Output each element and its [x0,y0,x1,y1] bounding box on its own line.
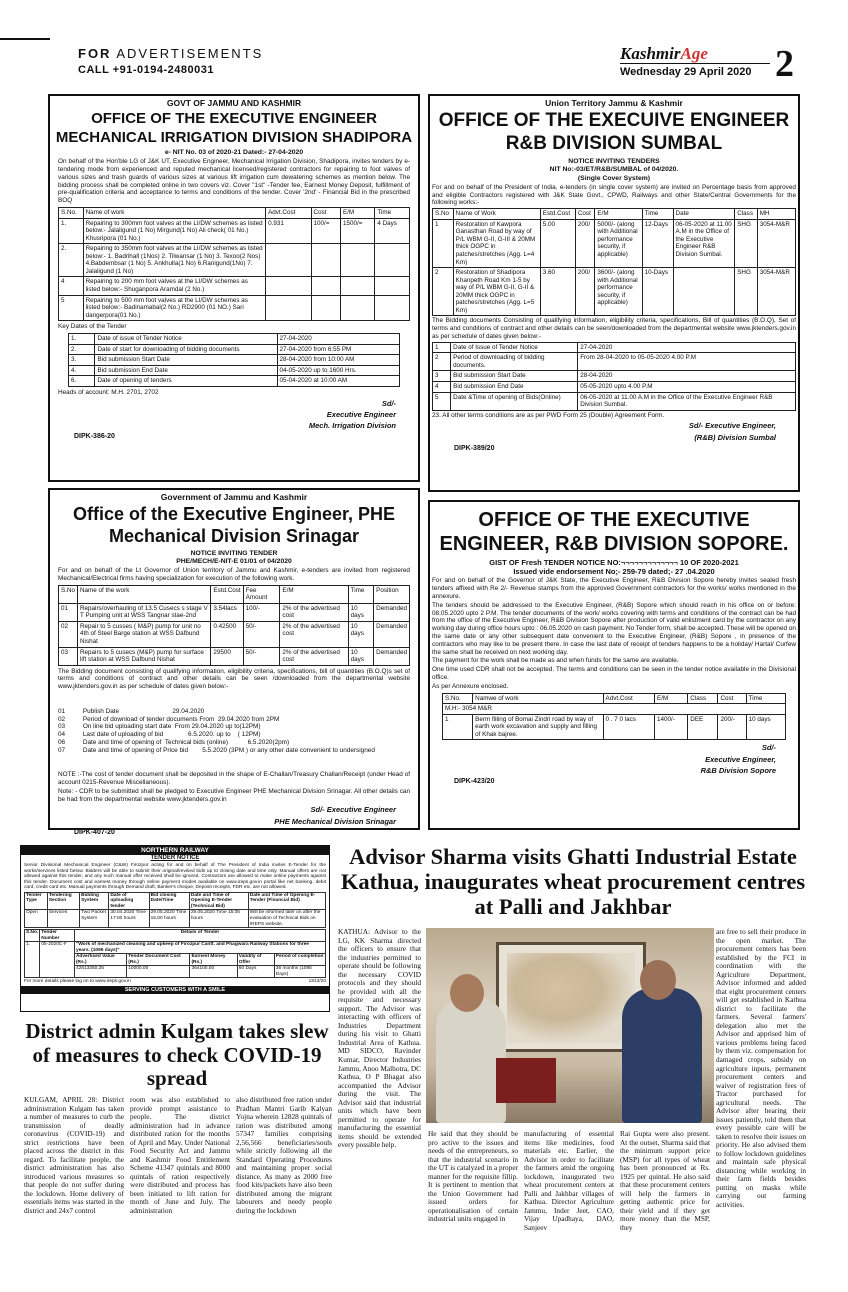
table-row: 2 Period of downloading of bidding documents. From 28-04-2020 to 05-05-2020 4.00 P.M [433,353,796,371]
ad-nit: PHE/MECH/E-NIT-E 01/01 of 04/2020 [176,557,292,565]
railway-title: TENDER NOTICE [150,855,200,862]
story-advisor-col-1: KATHUA: Advisor to the LG, KK Sharma directed the officers to ensure that the industries permitted to operate should be following the necessary COVID protocols and they should be provided with all the requisite and necessary support. The Advisor was interacting with officers of Industries Department during his visit to Ghatti Industrial Area of Kathua. MD SIDCO, Ravinder Kumar, Director Industries Jammu, Anoo Malhotra, DC Kathua, O P Bhagat also accompanied the Advisor during the visit. The Advisor said that industrial units which have been permitted to operate for manufacturing the essential items should be extended every possible help. [338,927,421,1150]
ad-body-2: The Bidding document consisting of qualifying information, eligibility criteria, specifications, bill of quantities (B.O.Q)s set of terms and conditions of contract and other details can be seen /downloaded from the departmental website www.jktenders.gov.in as per schedule of dates given below:- [58,667,410,691]
news-photo [426,928,714,1123]
issue-date: Wednesday 29 April 2020 [620,66,752,78]
ad-body: For and on behalf of the Lt Governor of Union territory of Jammu and Kashmir, e-tenders are invited from registered Mechanical/Electrical firms having specialization for execution of the following work. [58,567,410,582]
key-dates-label: Key Dates of the Tender [58,323,127,331]
table-row: 3. Bid submission Start Date 28-04-2020 from 10:00 AM [69,355,400,366]
works-table: S.No Name of Work Estd.Cost Cost E/M Time Date Class MH 1 Restoration of Kawpora Ganasthan Road by way of P/L WBM G-II, G-III & 20MM thick OGPC in patches/stretches (Agg. L=4 Km) 5.00 200/ 5000/- (along with Additional performance security, if applicable) 12-Days 06-05-2020 at 11.00 A.M in the Office of the Executive Engineer R&B Division Sumbal. SHG 3054-M&R 2 Restoration of Shadipora Khanpeth Road Km 1-5 by way of P/L WBM G-II, G-II & 20MM thick OGPC in patches/stretches (Agg. L=5 Km) 3.60 200/ 3600/- (along with Additional performance security, if applicable) 10-Days SHG 3054-M&R [432,208,796,316]
story-advisor-col-2: He said that they should be pro active to the issues and needs of the entrepreneurs, so that the industrial scenario in the UT is catalyzed in a proper manner for the requisite fillip. It is pertinent to mention that the Union Government had issued orders for operationalisation of certain industrial units engaged in [428,1129,518,1224]
masthead-rule [620,63,770,64]
ad-nit: NIT No:-03/ET/R&B/SUMBAL of 04/2020. [549,166,679,174]
ad-title: OFFICE OF THE EXECUIVE ENGINEER R&B DIVISION SUMBAL [438,110,790,155]
table-row: 5 Date &Time of opening of Bids(Online) 06-05-2020 at 11.00 A.M in the Office of the Executive Engineer R&B Division Sumbal. [433,392,796,410]
table-row: 42813350.25 10000.00 364100.00 60 Days 36 months (1095 Days) [25,966,326,978]
ad-government-line: Government of Jammu and Kashmir [160,492,308,502]
table-row: 3 Bid submission Start Date 28-04-2020 [433,371,796,382]
ad-endorsement: Issued vide endorsement No;- 259-79 dated;- 27 .04.2020 [513,567,715,577]
table-row: 4 Bid submission End Date 05-05-2020 upto 4.00 P.M [433,381,796,392]
masthead-logo: KashmirAge [620,44,708,63]
table-row: 4. Bid submission End Date 04-05-2020 up to 1600 Hrs. [69,365,400,376]
ad-nit: e- NIT No. 03 of 2020-21 Dated:- 27-04-2020 [164,148,304,156]
ad-note: NOTE :-The cost of tender document shall be deposited in the shape of E-Challan/Treasury Challan/Receipt (under Head of account 0215-Revenue Miscellaneous). [58,771,410,787]
table-row: 01 Repairs/overhauling of 13.5 Cusecs s stage V T Pumping unit at WSS Tangnar stae-2nd 3.54lacs 100/- 2% of the advertised cost 10 days Demanded [59,603,410,621]
railway-table: Tender Type Tendering Section Bidding System Date of uploading tender Bid closing Date/Time Date and Time of Opening E-Tender (Technical Bid) Date and Time of Opening E-Tender (Financial Bid) Open Services Two Packet System 30.04.2020 Time 17:00 hours 29.05.2020 Time 15.00 hours 29.05.2020 Time 15:05 hours Will be informed later on after the evaluation of Technical Bids on IREPS website. [24,892,326,928]
signature: Sd/- Executive Engineer, R&B Division Sopore [700,743,776,775]
ad-note: 23. All other terms conditions are as per PWD Form 25 (Double) Agreement Form. [432,411,665,419]
heads-of-account: Heads of account: M.H. 2701, 2702 [58,388,159,396]
dipk-code: DIPK-407-20 [74,828,115,836]
ad-title: Office of the Executive Engineer, PHE Mechanical Division Srinagar [72,504,396,546]
table-row: 4 Repairing to 200 mm foot valves at the LI/DW schemes as listed below:- Shuganpora Aramdal (2 No.) [59,277,410,295]
dates-table [432,342,796,411]
table-row: 1 Date of Issue of Tender Notice 27-04-2020 [433,342,796,353]
table-row: 2 Restoration of Shadipora Khanpeth Road Km 1-5 by way of P/L WBM G-II, G-II & 20MM thick OGPC in patches/stretches (Agg. L=5 Km) 3.60 200/ 3600/- (along with Additional performance security, if applicable) 10-Days SHG 3054-M&R [433,268,796,316]
story-advisor-col-3: manufacturing of essential items like medicines, food materials etc. Earlier, the Advisor in order to facilitate the farmers amid the ongoing lockdown, inaugurated two wheat procurement centers at Palli and Jakhbar villages of Kathua. Director Agriculture Jammu, Inder Jeet, CAO, Vijay Upadhaya, DAO, Sanjeev [524,1129,614,1232]
dipk-code: DIPK-423/20 [454,778,495,786]
signature: Sd/- Executive Engineer Mech. Irrigation Division [308,398,396,431]
table-row: 6. Date of opening of tenders 05-04-2020 at 10:00 AM [69,376,400,387]
table-row: 1 Restoration of Kawpora Ganasthan Road by way of P/L WBM G-II, G-III & 20MM thick OGPC in patches/stretches (Agg. L=4 Km) 5.00 200/ 5000/- (along with Additional performance security, if applicable) 12-Days 06-05-2020 at 11.00 A.M in the Office of the Executive Engineer R&B Division Sumbal. SHG 3054-M&R [433,219,796,267]
schedule-list: 01 Publish Date 29.04.2020 02 Period of download of tender documents From 29.04.2020 from 2PM 03 On line bid uploading start date From 29.04.2020 up to(12PM) 04 Last date of uploading of bid 6.5.2020. up to ( 12PM) 06 Date and time of opening of Technical bids (online) 6.5.2020(2pm) 07 Date and time of opening of Price bid 5.5.2020 (3PM ) or any other date convenient to undersigned [58,707,375,754]
call-number: CALL +91-0194-2480031 [78,64,214,76]
dipk-code: DIPK-389/20 [454,444,495,452]
tender-ad-phe-mechanical [48,488,420,836]
tender-ad-irrigation [48,94,420,482]
tender-ad-rb-sumbal [428,94,800,492]
advertisements-label: FOR ADVERTISEMENTS [78,46,264,61]
table-row: 03 Repairs to 5 cusecs (M&P) pump for surface lift station at WSS Dafbund Nishat 29500 50/- 2% of the advertised cost 10 days Demanded [59,647,410,665]
table-row: 1. Repairing to 300mm foot valves at the LI/DW schemes as listed below:- Jalaligund (1 No) Mirgund(1 No) Ali check( 01 No.) Khusripora (01 No.) 0.931 100/= 1500/= 4 Days [59,218,410,244]
railway-tender-ad [20,845,330,1012]
ad-title: OFFICE OF THE EXECUTIVE ENGINEER, R&B DIVISION SOPORE. [439,509,789,555]
story-headline-kulgam: District admin Kulgam takes slew of measures to check COVID-19 spread [25,1019,329,1091]
works-table: S.No Name of the work Estd.Cost Fee Amount E/M Time Position 01 Repairs/overhauling of 13.5 Cusecs s stage V T Pumping unit at WSS Tangnar stae-2nd 3.54lacs 100/- 2% of the advertised cost 10 days Demanded 02 Repair to 5 cusses ( M&P) pump for unit no 4th of Steel Barge station at WSS Dafbund Nishat 0.42500 50/- 2% of the advertised cost 10 days Demanded 03 Repairs to 5 cusecs (M&P) pump for surface lift station at WSS Dafbund Nishat 29500 50/- 2% of the advertised cost 10 days Demanded [58,585,410,666]
ad-body-3: The payment for the work shall be made as and when funds for the same are available. [432,657,679,665]
ad-body-2: The tenders should be addressed to the Executive Engineer, (R&B) Sopore which should reach in his office on or before: 08.05.2020 upto 2 P.M. The tender documents of the work/ works covering with terms and conditions of the contract can be had from the office of the Executive Engineer, R&B Division Sopore after production of valid enlistment card by the contractor on any working day during office hours upto : 06.05.2020 on cash payment. No Tender form, shall be accepted. These will be opened on the same date or any other subsequent date convenient to the Executive Engineer, (R&B) Sopore , in presence of the contractors who may like to be present there. In case the last date of receipt of tenders happens to be a holiday/ Hartal/ Curfew the same shall be received on next working day. [432,601,796,656]
ad-body-4: One time used CDR shall not be accepted. The terms and conditions can be seen in the tender notice available in the Divisional office. [432,666,796,682]
ad-note-2: Note: - CDR to be submitted shall be pledged to Executive Engineer PHE Mechanical Division Srinagar. All other details can be had from the departmental website www.jktenders.gov.in [58,787,410,803]
ad-government-line: GOVT OF JAMMU AND KASHMIR [166,98,302,108]
story-advisor-col-5: are free to sell their produce in the open market. The procurement centers has been established by the FCI in coordination with the Agriculture Department, Advisor informed and added that eight procurement centers will get established in Kathua district to facilitate the farmers. Several farmers' delegation also met the Advisor and apprised him of various problems being faced by them viz. compensation for damaged crops, subsidy on agriculture inputs, permanent procurement centers and waiver of registration fees of Tractor purchased for agricultural needs. The Advisor after hearing their issues patiently, told them that every possible care will be taken to resolve their issues on priority. He also advised them to follow lockdown guidelines and maintain safe physical distancing while working in their farm fields besides putting on masks while carrying out farming activities. [716,927,806,1209]
ad-nit: GIST OF Fresh TENDER NOTICE NO:¬¬¬¬¬¬¬¬¬¬¬¬¬ 10 OF 2020-2021 [489,558,739,567]
railway-details-table: S.No. Tender Number Details of Tender 1. 05-2020C-F "Work of mechanized cleaning and upkeep of Firozpur Cantt. and Phagwara Railway Stations for three years. (1095 days)" Advertised Value (Rs.) Tender Document Cost (Rs.) Earnest Money (Rs.) Validity of Offer Period of completion 42813350.25 10000.00 364100.00 60 Days 36 months (1095 Days) [26,930,324,977]
table-row: 1 Berm filling of Bomai Zindri road by way of earth work excavation and supply and filling of Khak bajree. 0 . 7 0 lacs 1400/- DEE 200/- 10 days [443,714,786,740]
ad-body-2: The Bidding documents Consisting of qualifying information, eligibility criteria, specifications, Bill of quantities (B.O.Q), Set of terms and conditions of contract and other details can be seen/downloaded from the departmental website www.jktenders.gov.in as per schedule of dates given below:- [432,317,796,340]
story-headline-advisor: Advisor Sharma visits Ghatti Industrial Estate Kathua, inaugurates wheat procurement centres at Palli and Jakhbar [340,844,806,919]
works-table: S.No. Name of work Advt.Cost Cost E/M Time 1. Repairing to 300mm foot valves at the LI/DW schemes as listed below:- Jalaligund (1 No) Mirgund(1 No) Ali check( 01 No.) Khusripora (01 No.) 0.931 100/= 1500/= 4 Days 2. Repairing to 350mm foot valves at the LI/DW schemes as listed below:- 1. Badrihall (1Nos) 2. Tilwansar (1 No) 3. Texoo(2 Nos) 4.Babdembsar (1 No) 5. Ankhulla(1 No) 6.Ranigund(1No) 7. Jalaligund (1 No) 4 Repairing to 200 mm foot valves at the LI/DW schemes as listed below:- Shuganpora Aramdal (2 No.) 5 Repairing to 500 mm foot valves at the LI/DW schemes as listed below:- Badinamabal(2 No.) RD2900 (01 NO.) Sari dangerpora(01 No.) [58,207,410,321]
works-table: S.No. Namwe of work Advt.Cost E/M Class Cost Time M.H:- 3054 M&R 1 Berm filling of Bomai Zindri road by way of earth work excavation and supply and filling of Khak bajree. 0 . 7 0 lacs 1400/- DEE 200/- 10 days [442,693,786,741]
ad-notice-label: NOTICE INVITING TENDERS [568,157,660,165]
ad-system: (Single Cover System) [577,174,651,182]
story-kulgam-col-2: room was also established to provide prompt assistance to people. The district administration had in advance distributed ration for the months of April and May. Under National Food Security Act and Jammu and Kashmir Food Entitlement Scheme 41347 quintals and 8000 quintals of ration respectively were distributed and process has been initiated to lift ration for month of June and July. The administration [130,1095,230,1215]
railway-slogan: SERVING CUSTOMERS WITH A SMILE [21,986,329,994]
ad-body: For and on behalf of the President of India, e-tenders (in single cover system) are invited on Percentage basis from approved and eligible Contractors registered with J&K State Govt., CPWD, Railways and other State/Central Governments for the following works:- [432,183,796,207]
story-kulgam-col-1: KULGAM, APRIL 28: District administration Kulgam has taken a number of measures to curb the transmission of deadly coronavirus (COVID-19) and strict restrictions have been placed across the district in this regard. To facilitate people, the district administration has also introduced various measures so that people do not suffer during the lockdown. Home delivery of essentials items was started in the district and 24x7 control [24,1095,124,1215]
tender-ad-rb-sopore [428,500,800,830]
table-row: 1. Date of issue of Tender Notice 27-04-2020 [69,334,400,345]
table-row: 2. Date of start for downloading of bidding documents 27-04-2020 from 6:55 PM [69,344,400,355]
signature: Sd/- Executive Engineer PHE Mechanical Division Srinagar [274,805,396,826]
signature: Sd/- Executive Engineer, (R&B) Division Sumbal [688,421,776,442]
table-row: 5 Repairing to 500 mm foot valves at the LI/DW schemes as listed below:- Badinamabal(2 No.) RD2900 (01 NO.) Sari dangerpora(01 No.) [59,295,410,321]
dipk-code: DIPK-386-20 [74,433,115,441]
railway-footer: For more details please log on to www.ireps.gov.in 1813/20 [24,979,326,985]
railway-body: Senior Divisional Mechanical Engineer (C&W) Firozpur acting for and on behalf of The President of India invites E-Tender for the works/services listed below. Bidders will be able to submit their original/revised bids up to closing date and time only. Manual offers are not allowed against this tender, and any such manual offer received shall be ignored. Contractors are allowed to make online payments against this tender. Document cost and earnest money through online payment modes available on www.ireps.gov.in portal like net banking, debit card, credit card etc. Manual payments through Demand draft, Banker's cheque, Deposit receipts, FDR etc. are not allowed. [24,863,326,891]
ad-body: For and on behalf of the Governor of J&K State, the Executive Engineer, R&B Division Sopore hereby invites sealed fresh tenders affixed with Re 2/- Revenue stamps from the approved Government contractors for the works/ works mentioned in the annexure. [432,577,796,600]
story-kulgam-col-3: also distributed free ration under Pradhan Mantri Garib Kalyan Yojna wherein 12828 quintals of ration was distributed among 57347 families comprising 2,56,566 beneficiaries/souls while strictly following all the Standard Operating Procedures and maintaining proper social distance. As many as 2000 free food kits/packets have also been distributed among the migrant labourers and needy people during the lockdown [236,1095,332,1215]
table-row: Open Services Two Packet System 30.04.2020 Time 17:00 hours 29.05.2020 Time 15.00 hours 29.05.2020 Time 15:05 hours Will be informed later on after the evaluation of Technical Bids on IREPS website. [25,910,326,928]
dates-table [68,333,400,387]
table-row: 2. Repairing to 350mm foot valves at the LI/DW schemes as listed below:- 1. Badrihall (1Nos) 2. Tilwansar (1 No) 3. Texoo(2 Nos) 4.Babdembsar (1 No) 5. Ankhulla(1 No) 6.Ranigund(1No) 7. Jalaligund (1 No) [59,244,410,277]
table-row: 02 Repair to 5 cusses ( M&P) pump for unit no 4th of Steel Barge station at WSS Dafbund Nishat 0.42500 50/- 2% of the advertised cost 10 days Demanded [59,621,410,647]
page-number: 2 [775,43,794,85]
ad-body: On behalf of the Hon'ble LG of J&K UT, Executive Engineer, Mechanical Irrigation Division, Shadipora, invites tenders by e-tendering mode from experienced and reputed mechanical licensed/registered contractors for repairing to foot valves of various sizes and trash guards of various sizes at various lift irrigation cum dewatering schemes as mention below. The bidding process shall be completed online in two covers viz. Cover "1st" -Tender fee, Earnest Money Deposit, fulfillment of pre-qualification criteria and acceptance to terms and conditions of the tender. Cover '2nd' - Financial Bid in the prescribed BOQ [58,158,410,205]
ad-title: OFFICE OF THE EXECUTIVE ENGINEER MECHANICAL IRRIGATION DIVISION SHADIPORA [55,110,413,146]
ad-body-5: As per Annexure enclosed. [432,682,509,690]
railway-band: NORTHERN RAILWAY [21,846,329,855]
story-advisor-col-4: Rai Gupta were also present. At the outset, Sharma said that the minimum support price (MSP) for all types of wheat has been pronounced at Rs. 1925 per quintal. He also said that these procurement centers will help the farmers in getting authentic price for their yield and if they get more money than the MSP, they [620,1129,710,1232]
ad-notice-label: NOTICE INVITING TENDER [190,549,278,557]
header-rule [0,38,50,40]
ad-government-line: Union Territory Jammu & Kashmir [545,98,683,108]
